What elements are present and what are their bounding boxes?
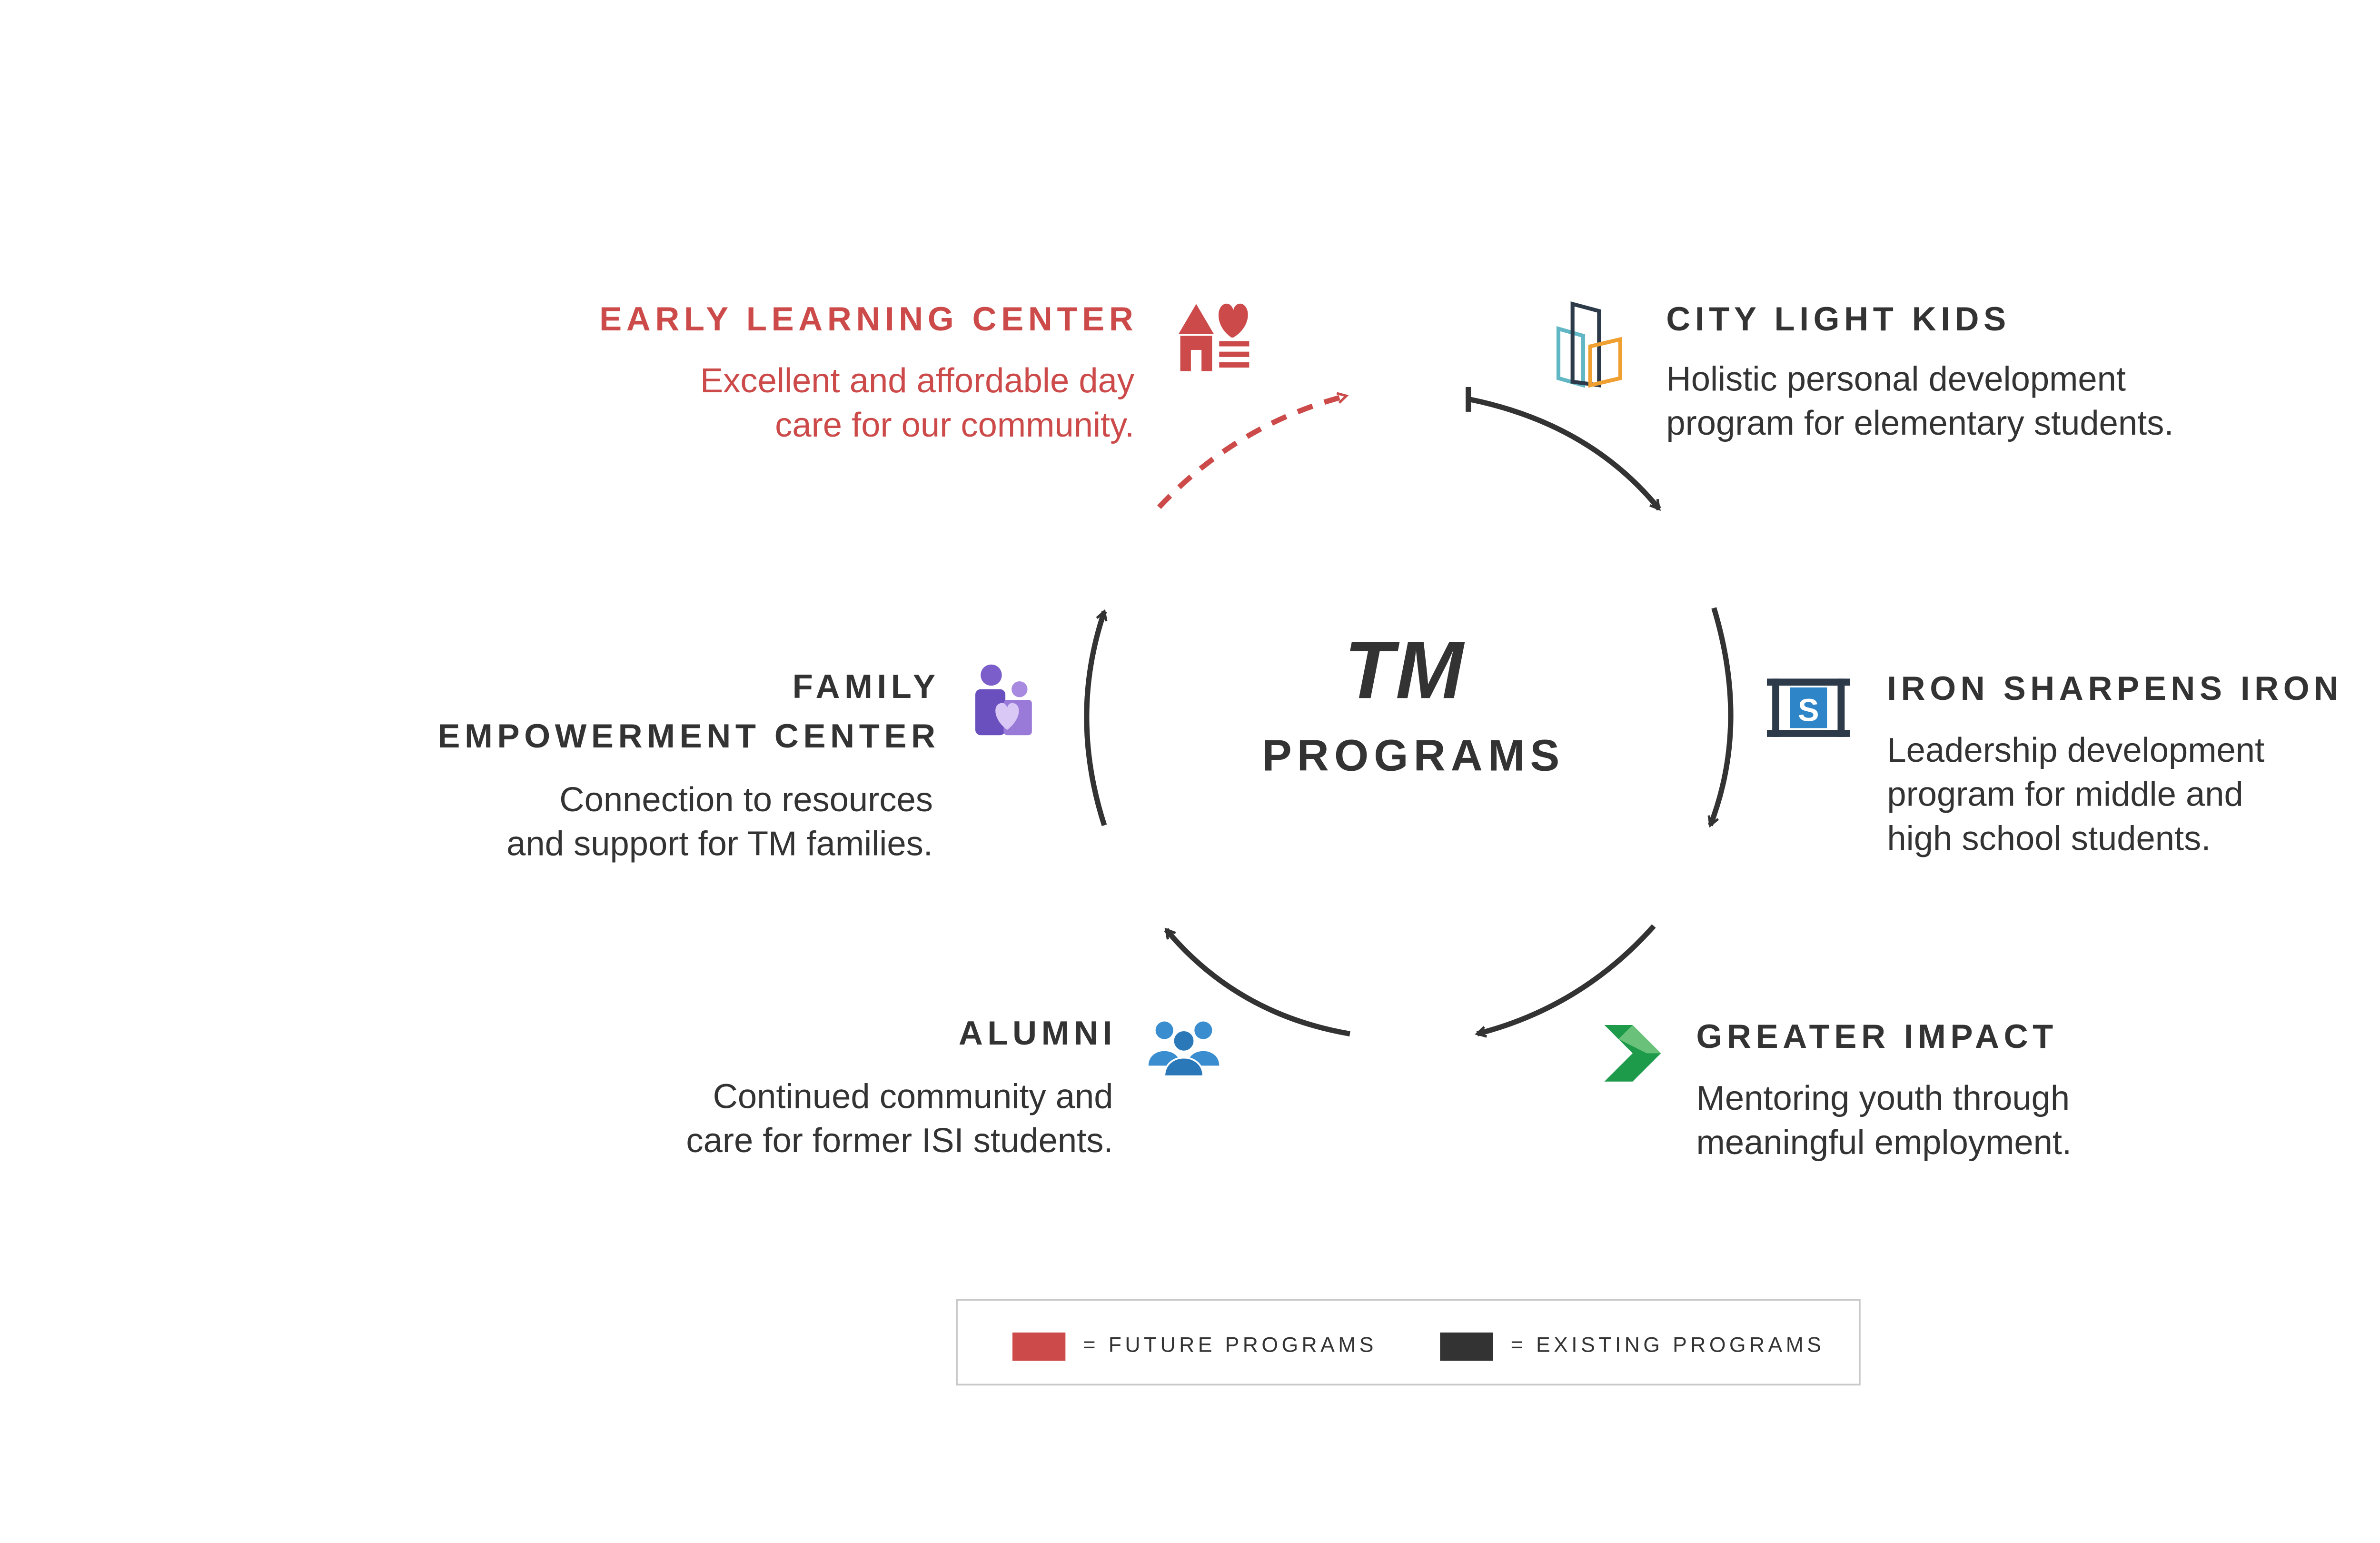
house-heart-icon xyxy=(1179,304,1249,371)
program-title-early-learning: EARLY LEARNING CENTER xyxy=(599,302,1138,339)
program-title-greater-impact: GREATER IMPACT xyxy=(1696,1019,2058,1057)
legend-label-existing: = EXISTING PROGRAMS xyxy=(1510,1332,1825,1357)
isi-logo-icon xyxy=(1767,678,1850,737)
green-chevron-icon xyxy=(1604,1025,1661,1082)
family-heart-icon xyxy=(975,665,1032,735)
program-desc-alumni: Continued community and care for former ISI students. xyxy=(686,1078,1113,1161)
legend-label-future: = FUTURE PROGRAMS xyxy=(1083,1332,1377,1357)
program-desc-family-empowerment: Connection to resources and support for TM families. xyxy=(506,781,933,865)
people-group-icon xyxy=(1149,1022,1219,1076)
arrow-citylight xyxy=(1470,399,1659,509)
program-desc-iron-sharpens-iron: Leadership development program for middle and high school students. xyxy=(1887,731,2265,859)
legend-swatch-future xyxy=(1012,1333,1065,1361)
program-title-iron-sharpens-iron: IRON SHARPENS IRON xyxy=(1887,671,2343,709)
legend xyxy=(956,1299,1861,1385)
program-title-alumni: ALUMNI xyxy=(958,1016,1117,1054)
program-title-city-light-kids: CITY LIGHT KIDS xyxy=(1666,302,2011,339)
arrow-alumni xyxy=(1166,930,1350,1034)
arrow-isi xyxy=(1710,608,1731,826)
center-subtitle: PROGRAMS xyxy=(1262,731,1565,781)
future-arrow xyxy=(1159,396,1346,507)
legend-swatch-existing xyxy=(1440,1333,1493,1361)
program-desc-early-learning: Excellent and affordable day care for our community. xyxy=(700,362,1135,446)
city-buildings-icon xyxy=(1558,304,1620,385)
arrow-greater-impact xyxy=(1477,926,1654,1034)
program-desc-greater-impact: Mentoring youth through meaningful employment. xyxy=(1696,1080,2072,1163)
program-title-family-empowerment: FAMILY EMPOWERMENT CENTER xyxy=(437,669,940,757)
svg-text:S: S xyxy=(1797,693,1819,728)
center-title: TM xyxy=(1344,624,1466,716)
arrow-family xyxy=(1087,611,1104,825)
program-desc-city-light-kids: Holistic personal development program for elementary students. xyxy=(1666,360,2174,444)
